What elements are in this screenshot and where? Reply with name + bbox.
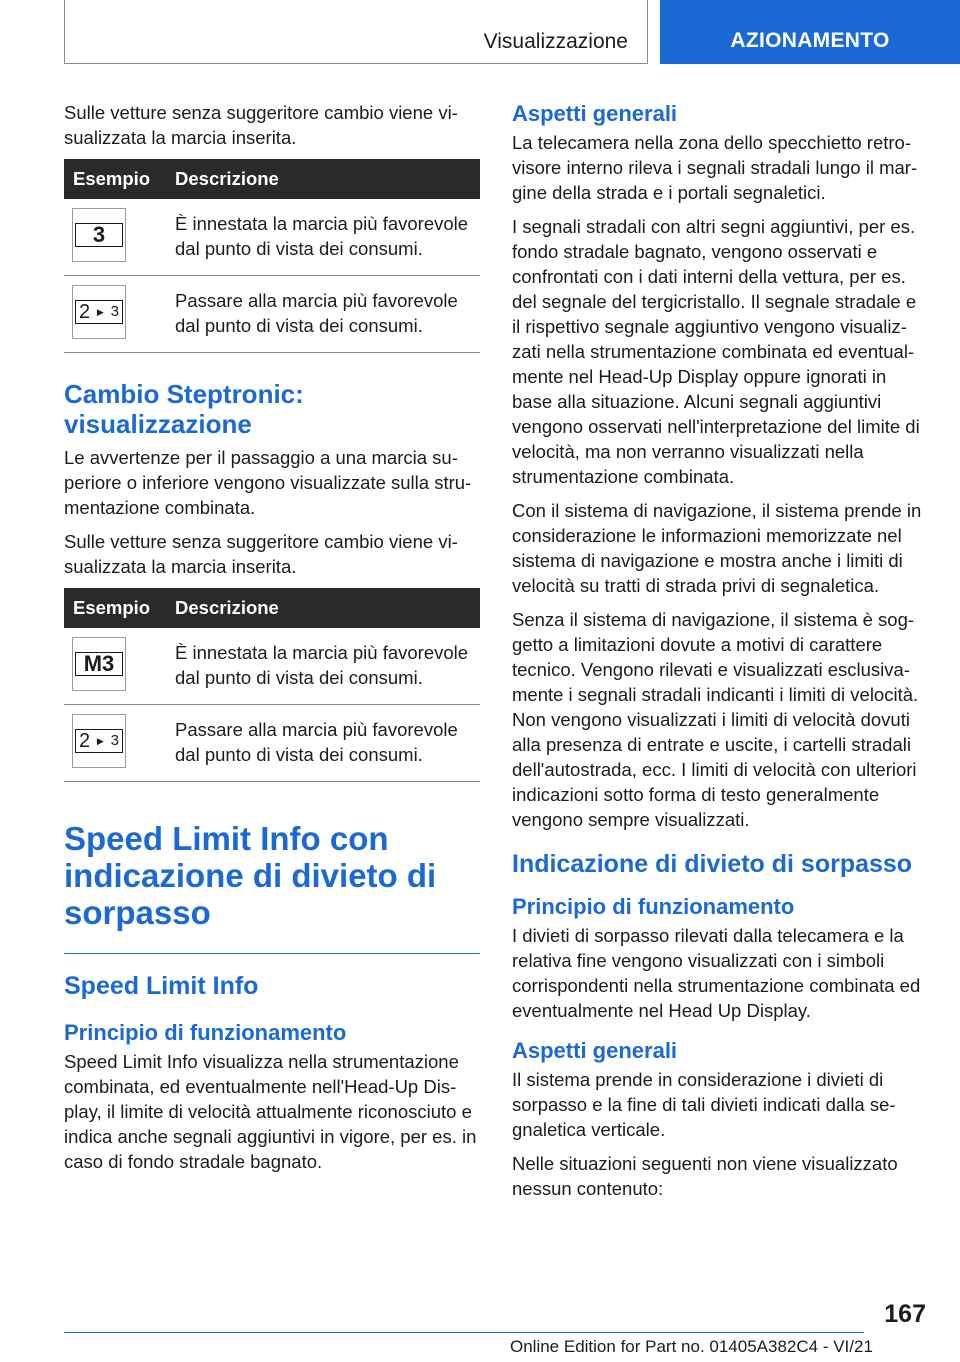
gear-to: 3 — [110, 303, 119, 320]
footer-divider — [64, 1332, 864, 1333]
arrow-right-icon: ▶ — [96, 736, 104, 746]
sli-heading: Speed Limit Info — [64, 972, 259, 1000]
general-paragraph-1: La telecamera nella zona dello specchietto retro-visore interno rileva i segnali stradali lungo il mar-gine della strada e i portali segnaletici. — [512, 132, 918, 203]
gear-from: 2 — [79, 301, 91, 323]
general-paragraph-4: Senza il sistema di navigazione, il sistema è sog-getto a limitazioni dovute a motivi di carattere tecnico. Vengono rilevati e visualizzati esclusiva-mente i segnali stradali indicanti i limiti di velocità. Non vengono visualizzati i limiti di velocità dovuti alla presenza di entrate e uscite, i cartelli stradali dell'autostrada, ecc. I limiti di velocità con ulteriori indicazioni sotto forma di testo generalmente vengono sempre visualizzati. — [512, 609, 919, 830]
overtake-general-paragraph-2: Nelle situazioni seguenti non viene visualizzato nessun contenuto: — [512, 1153, 898, 1199]
right-column — [512, 100, 928, 1210]
gear-m3-icon — [72, 637, 126, 691]
gear-label: 3 — [92, 222, 106, 247]
overtake-general-heading: Aspetti generali — [512, 1038, 678, 1063]
overtake-principle-heading: Principio di funzionamento — [512, 894, 795, 919]
gear-to: 3 — [110, 732, 119, 749]
row-description: È innestata la marcia più favorevole dal punto di vista dei consumi. — [166, 628, 480, 705]
left-column — [64, 100, 480, 1183]
general-paragraph-2: I segnali stradali con altri segni aggiuntivi, per es. fondo stradale bagnato, vengono osservati e confrontati con i dati interni della vettura, per es. del segnale del tergicristallo. Il segnale stradale e il rispettivo segnale aggiuntivo vengono visualiz-zati nella strumentazione combinata ed eventual-mente nel Head-Up Display oppure ignorati in base alla situazione. Alcuni segnali aggiuntivi vengono osservati nell'interpretazione del limite di velocità, ma non verranno visualizzati nella strumentazione combinata. — [512, 216, 920, 487]
steptronic-heading: Cambio Steptronic: visualizzazione — [64, 379, 304, 439]
page-number: 167 — [884, 1300, 926, 1328]
table-header-example: Esempio — [64, 159, 166, 199]
intro-paragraph: Sulle vetture senza suggeritore cambio viene vi-sualizzata la marcia inserita. — [64, 102, 458, 148]
table-row — [64, 199, 480, 276]
table-header-example: Esempio — [64, 588, 166, 628]
gear-shift-2-3-icon — [72, 714, 126, 768]
heading-divider — [64, 953, 480, 954]
steptronic-paragraph-2: Sulle vetture senza suggeritore cambio viene vi-sualizzata la marcia inserita. — [64, 531, 458, 577]
general-paragraph-3: Con il sistema di navigazione, il sistema prende in considerazione le informazioni memorizzate nel sistema di navigazione e mostra anche i limiti di velocità su tratti di strada privi di segnaletica. — [512, 500, 922, 596]
overtake-heading: Indicazione di divieto di sorpasso — [512, 850, 913, 878]
general-heading: Aspetti generali — [512, 101, 678, 126]
main-section-heading: Speed Limit Info con indicazione di divieto di sorpasso — [64, 820, 437, 931]
row-description: Passare alla marcia più favorevole dal punto di vista dei consumi. — [166, 705, 480, 782]
steptronic-paragraph-1: Le avvertenze per il passaggio a una marcia su-periore o inferiore vengono visualizzate sulla stru-mentazione combinata. — [64, 447, 472, 518]
gear-3-icon — [72, 208, 126, 262]
row-description: È innestata la marcia più favorevole dal punto di vista dei consumi. — [166, 199, 480, 276]
gear-shift-2-3-icon — [72, 285, 126, 339]
gear-table-1 — [64, 159, 480, 353]
gear-table-2 — [64, 588, 480, 782]
edition-note: Online Edition for Part no. 01405A382C4 - VI/21 — [510, 1337, 873, 1356]
gear-label: M3 — [83, 651, 115, 676]
table-row — [64, 705, 480, 782]
principle-paragraph: Speed Limit Info visualizza nella strumentazione combinata, ed eventualmente nell'Head-Up Dis-play, il limite di velocità attualmente riconosciuto e indica anche segnali aggiuntivi in vigore, per es. in caso di fondo stradale bagnato. — [64, 1051, 477, 1172]
overtake-general-paragraph-1: Il sistema prende in considerazione i divieti di sorpasso e la fine di tali divieti indicati dalla se-gnaletica verticale. — [512, 1069, 896, 1140]
table-row — [64, 628, 480, 705]
arrow-right-icon: ▶ — [96, 307, 104, 317]
principle-heading: Principio di funzionamento — [64, 1020, 347, 1045]
header-chapter-tab: AZIONAMENTO — [660, 0, 960, 64]
table-row — [64, 276, 480, 353]
header-section-title: Visualizzazione — [483, 30, 628, 53]
table-header-description: Descrizione — [166, 588, 480, 628]
table-header-description: Descrizione — [166, 159, 480, 199]
row-description: Passare alla marcia più favorevole dal punto di vista dei consumi. — [166, 276, 480, 353]
overtake-principle-paragraph: I divieti di sorpasso rilevati dalla telecamera e la relativa fine vengono visualizzati con i simboli corrispondenti nella strumentazione combinata ed eventualmente nel Head Up Display. — [512, 925, 921, 1021]
gear-from: 2 — [79, 730, 91, 752]
